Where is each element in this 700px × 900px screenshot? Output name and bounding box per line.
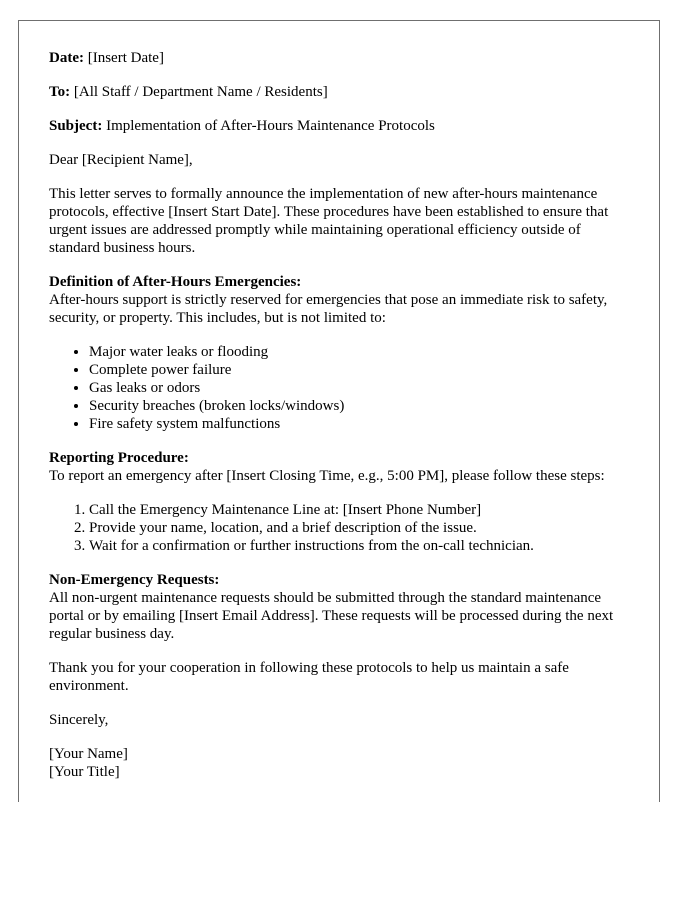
emergencies-text: After-hours support is strictly reserved for emergencies that pose an immediate risk to safety, security, or property. This includes, but is not limited to: [49, 292, 608, 326]
to-label: To: [49, 84, 71, 100]
date-value: [Insert Date] [87, 50, 164, 66]
date-line [49, 49, 629, 67]
emergencies-section [49, 273, 629, 327]
emergencies-list [49, 343, 629, 433]
intro-paragraph: This letter serves to formally announce the implementation of new after-hours maintenance protocols, effective [Insert Start Date]. These procedures have been established to ensure that urgent issues are addressed promptly while maintaining operational efficiency outside of standard business hours. [49, 186, 609, 256]
subject-label: Subject: [49, 118, 103, 134]
list-item: • Complete power failure [89, 361, 629, 379]
non-emergency-text: All non-urgent maintenance requests should be submitted through the standard maintenance portal or by emailing [Insert Email Address]. These requests will be processed during the next regular business day. [49, 590, 614, 642]
emergencies-heading: Definition of After-Hours Emergencies: [49, 274, 302, 290]
reporting-section [49, 449, 629, 485]
reporting-text: To report an emergency after [Insert Closing Time, e.g., 5:00 PM], please follow these steps: [49, 468, 605, 484]
thanks-paragraph: Thank you for your cooperation in following these protocols to help us maintain a safe environment. [49, 660, 569, 694]
list-item: 1. Call the Emergency Maintenance Line at: [Insert Phone Number] [89, 501, 629, 519]
non-emergency-heading: Non-Emergency Requests: [49, 572, 220, 588]
to-value: [All Staff / Department Name / Residents] [73, 84, 328, 100]
salutation: Dear [Recipient Name], [49, 152, 193, 168]
subject-line [49, 117, 629, 135]
date-label: Date: [49, 50, 84, 66]
list-item: • Security breaches (broken locks/windows) [89, 397, 629, 415]
closing: Sincerely, [49, 712, 109, 728]
list-item: 3. Wait for a confirmation or further instructions from the on-call technician. [89, 537, 629, 555]
reporting-steps [49, 501, 629, 555]
list-item: 2. Provide your name, location, and a brief description of the issue. [89, 519, 629, 537]
list-item: • Gas leaks or odors [89, 379, 629, 397]
signature-title: [Your Title] [49, 764, 120, 780]
reporting-heading: Reporting Procedure: [49, 450, 189, 466]
subject-value: Implementation of After-Hours Maintenance Protocols [106, 118, 435, 134]
non-emergency-section [49, 571, 629, 643]
list-item: • Major water leaks or flooding [89, 343, 629, 361]
letter-page [18, 20, 660, 802]
to-line [49, 83, 629, 101]
list-item: • Fire safety system malfunctions [89, 415, 629, 433]
signature-name: [Your Name] [49, 746, 128, 762]
